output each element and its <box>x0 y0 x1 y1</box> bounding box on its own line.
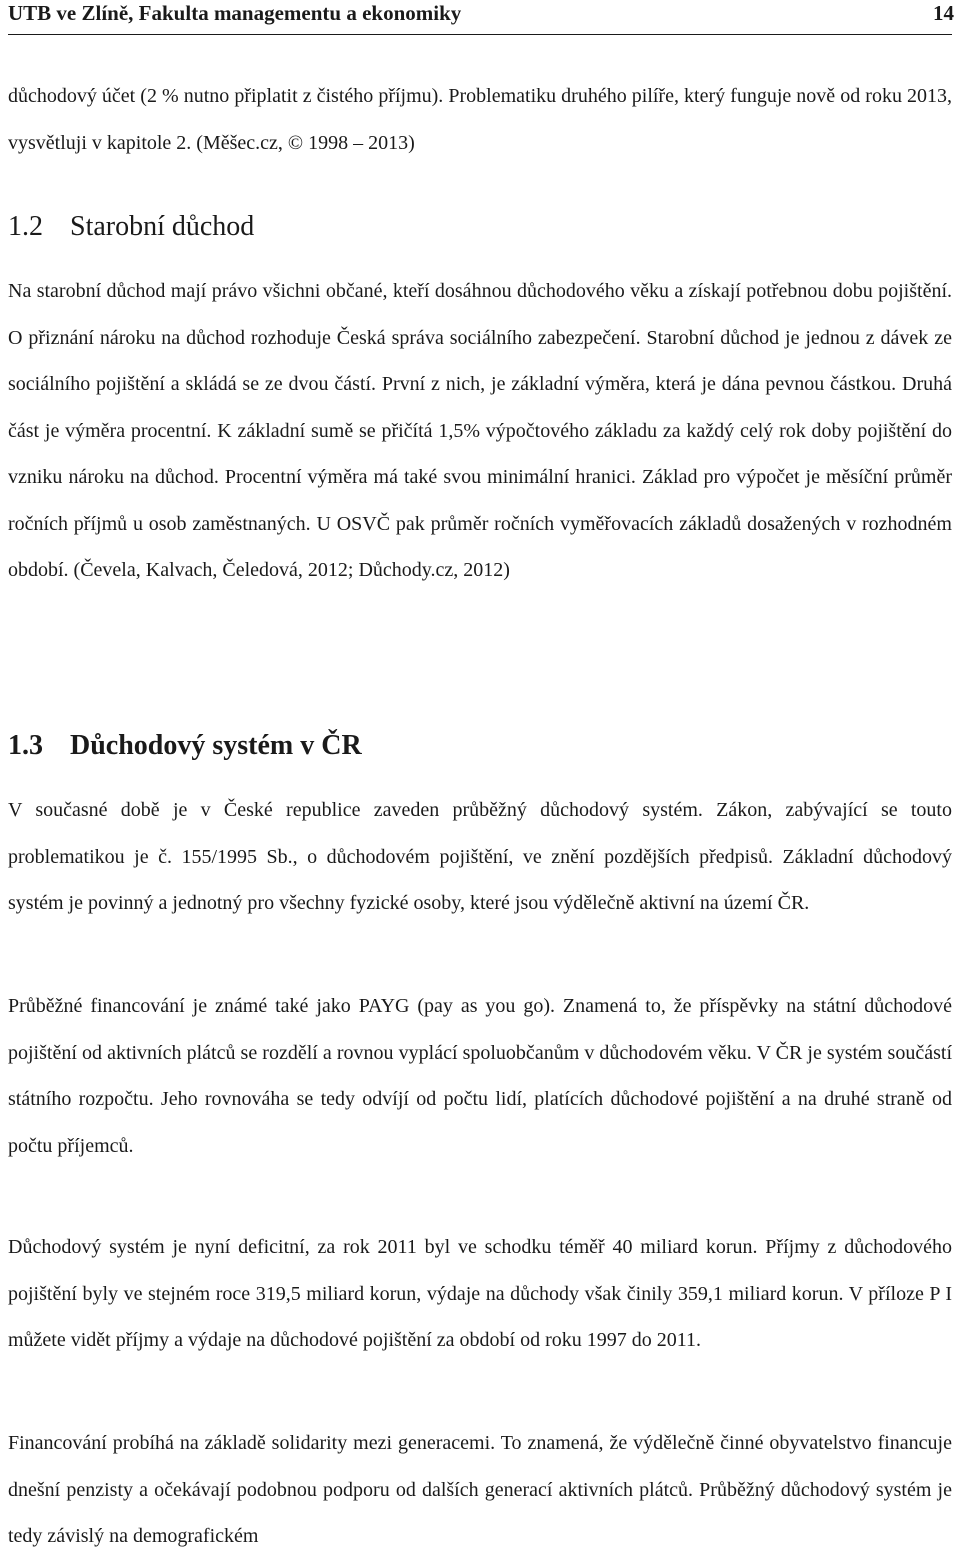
section-number: 1.2 <box>8 211 43 242</box>
section-heading-1-3 <box>8 732 362 760</box>
paragraph-system-intro: V současné době je v České republice zaveden průběžný důchodový systém. Zákon, zabývající se touto problematikou je č. 155/1995 Sb., o důchodovém pojištění, ve znění pozdějších předpisů. Základní důchodový systém je povinný a jednotný pro všechny fyzické osoby, které jsou výdělečně aktivní na území ČR. <box>8 799 952 914</box>
page-header <box>8 0 952 35</box>
page-number: 14 <box>933 1 954 25</box>
paragraph-starobni-duchod: Na starobní důchod mají právo všichni občané, kteří dosáhnou důchodového věku a získají potřebnou dobu pojištění. O přiznání nároku na důchod rozhoduje Česká správa sociálního zabezpečení. Starobní důchod je jednou z dávek ze sociálního pojištění a skládá se ze dvou částí. První z nich, je základní výměra, která je dána pevnou částkou. Druhá část je výměra procentní. K základní sumě se přičítá 1,5% výpočtového základu za každý celý rok doby pojištění do vzniku nároku na důchod. Procentní výměra má také svou minimální hranici. Základ pro výpočet je měsíční průměr ročních příjmů u osob zaměstnaných. U OSVČ pak průměr ročních vyměřovacích základů dosažených v rozhodném období. (Čevela, Kalvach, Čeledová, 2012; Důchody.cz, 2012) <box>8 280 952 581</box>
section-heading-1-2 <box>8 213 254 241</box>
section-title: Důchodový systém v ČR <box>70 730 362 761</box>
section-number: 1.3 <box>8 730 43 761</box>
paragraph-deficit: Důchodový systém je nyní deficitní, za rok 2011 byl ve schodku téměř 40 miliard korun. Příjmy z důchodového pojištění byly ve stejném roce 319,5 miliard korun, výdaje na důchody však činily 359,1 miliard korun. V příloze P I můžete vidět příjmy a výdaje na důchodové pojištění za období od roku 1997 do 2011. <box>8 1236 952 1351</box>
section-title: Starobní důchod <box>70 211 255 242</box>
paragraph-payg: Průběžné financování je známé také jako PAYG (pay as you go). Znamená to, že příspěvky na státní důchodové pojištění od aktivních plátců se rozdělí a rovnou vyplácí spoluobčanům v důchodovém věku. V ČR je systém součástí státního rozpočtu. Jeho rovnováha se tedy odvíjí od počtu lidí, platících důchodové pojištění a na druhé straně od počtu příjemců. <box>8 995 952 1157</box>
paragraph-intro: důchodový účet (2 % nutno připlatit z čistého příjmu). Problematiku druhého pilíře, který funguje nově od roku 2013, vysvětluji v kapitole 2. (Měšec.cz, © 1998 – 2013) <box>8 85 952 154</box>
document-page <box>8 0 954 1547</box>
header-title: UTB ve Zlíně, Fakulta managementu a ekonomiky <box>8 1 462 25</box>
paragraph-solidarity: Financování probíhá na základě solidarity mezi generacemi. To znamená, že výdělečně činné obyvatelstvo financuje dnešní penzisty a očekávají podobnou podporu od dalších generací aktivních plátců. Průběžný důchodový systém je tedy závislý na demografickém <box>8 1432 952 1547</box>
